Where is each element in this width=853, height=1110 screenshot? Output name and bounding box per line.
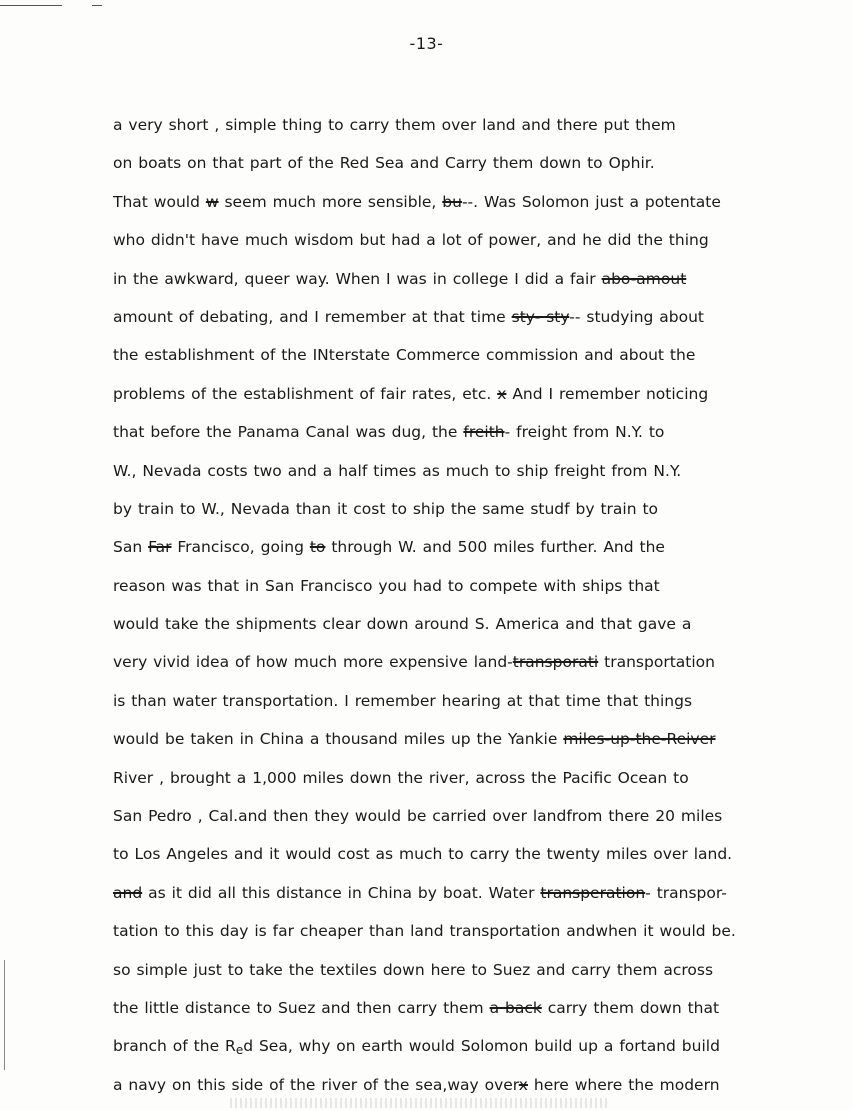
body-text bbox=[113, 110, 813, 1108]
text-run: d Sea, why on earth would Solomon build up a fortand build bbox=[243, 1037, 720, 1056]
struck-text: bu bbox=[442, 192, 462, 211]
text-run: That would bbox=[113, 192, 206, 211]
text-line bbox=[113, 379, 813, 417]
text-line bbox=[113, 1031, 813, 1069]
text-line bbox=[113, 686, 813, 724]
text-run: on boats on that part of the Red Sea and Carry them down to Ophir. bbox=[113, 154, 655, 173]
scan-artifact bbox=[230, 1098, 610, 1108]
text-run: transportation bbox=[598, 653, 715, 672]
text-run: the establishment of the INterstate Commerce commission and about the bbox=[113, 346, 696, 365]
text-line bbox=[113, 763, 813, 801]
text-run: so simple just to take the textiles down here to Suez and carry them across bbox=[113, 960, 714, 979]
text-run: very vivid idea of how much more expensive land- bbox=[113, 653, 513, 672]
text-line bbox=[113, 724, 813, 762]
text-run: here where the modern bbox=[527, 1075, 720, 1094]
struck-text: to bbox=[309, 538, 326, 557]
text-run: San Pedro , Cal.and then they would be carried over landfrom there 20 miles bbox=[113, 807, 723, 826]
struck-text: x bbox=[518, 1075, 528, 1094]
text-run: a navy on this side of the river of the sea,way over bbox=[113, 1075, 519, 1094]
text-line bbox=[113, 916, 813, 954]
struck-text: and bbox=[113, 883, 143, 902]
struck-text: transperation bbox=[540, 883, 646, 902]
text-run: Francisco, going bbox=[171, 538, 310, 557]
text-run: to Los Angeles and it would cost as much to carry the twenty miles over land. bbox=[113, 845, 733, 864]
text-line bbox=[113, 609, 813, 647]
text-line bbox=[113, 264, 813, 302]
text-run: the little distance to Suez and then carry them bbox=[113, 998, 490, 1017]
text-run: carry them down that bbox=[541, 998, 720, 1017]
text-run: as it did all this distance in China by boat. Water bbox=[142, 883, 541, 902]
text-run: seem much more sensible, bbox=[218, 192, 443, 211]
corner-rule bbox=[0, 5, 62, 6]
text-line bbox=[113, 839, 813, 877]
text-line bbox=[113, 187, 813, 225]
text-run: W., Nevada costs two and a half times as much to ship freight from N.Y. bbox=[113, 461, 682, 480]
struck-text: w bbox=[205, 192, 219, 211]
struck-text: a back bbox=[489, 998, 542, 1017]
page-number: -13- bbox=[409, 34, 444, 53]
text-run: problems of the establishment of fair rates, etc. bbox=[113, 384, 498, 403]
text-line bbox=[113, 456, 813, 494]
text-run: -- studying about bbox=[569, 307, 704, 326]
struck-text: sty- sty bbox=[511, 307, 570, 326]
text-line bbox=[113, 110, 813, 148]
text-run: would be taken in China a thousand miles up the Yankie bbox=[113, 730, 564, 749]
text-run: branch of the R bbox=[113, 1037, 236, 1056]
text-run: in the awkward, queer way. When I was in college I did a fair bbox=[113, 269, 602, 288]
text-line bbox=[113, 955, 813, 993]
text-run: through W. and 500 miles further. And the bbox=[325, 538, 665, 557]
subscript-text: e bbox=[235, 1043, 244, 1058]
text-line bbox=[113, 340, 813, 378]
struck-text: freith bbox=[463, 423, 505, 442]
margin-mark bbox=[4, 960, 5, 1070]
text-run: San bbox=[113, 538, 149, 557]
text-run: a very short , simple thing to carry them over land and there put them bbox=[113, 116, 676, 134]
struck-text: abo-amout bbox=[601, 269, 687, 288]
text-line bbox=[113, 878, 813, 916]
text-line bbox=[113, 571, 813, 609]
text-line bbox=[113, 532, 813, 570]
text-run: --. Was Solomon just a potentate bbox=[461, 192, 721, 211]
text-run: by train to W., Nevada than it cost to ship the same studf by train to bbox=[113, 499, 659, 518]
text-line bbox=[113, 302, 813, 340]
text-run: And I remember noticing bbox=[506, 384, 709, 403]
corner-rule bbox=[92, 5, 102, 6]
text-run: - transpor- bbox=[645, 883, 727, 902]
text-run: tation to this day is far cheaper than land transportation andwhen it would be. bbox=[113, 922, 736, 941]
text-line bbox=[113, 225, 813, 263]
text-run: that before the Panama Canal was dug, the bbox=[113, 423, 464, 442]
struck-text: miles-up-the-Reiver bbox=[563, 730, 716, 749]
text-run: would take the shipments clear down around S. America and that gave a bbox=[113, 615, 692, 634]
text-run: - freight from N.Y. to bbox=[504, 423, 665, 442]
text-run: is than water transportation. I remember hearing at that time that things bbox=[113, 691, 693, 710]
text-run: reason was that in San Francisco you had to compete with ships that bbox=[113, 576, 660, 595]
text-line bbox=[113, 148, 813, 186]
struck-text: Far bbox=[148, 538, 172, 557]
text-run: River , brought a 1,000 miles down the river, across the Pacific Ocean to bbox=[113, 768, 689, 787]
text-line bbox=[113, 417, 813, 455]
text-line bbox=[113, 494, 813, 532]
struck-text: x bbox=[497, 384, 507, 403]
struck-text: transporati bbox=[512, 653, 599, 672]
text-line bbox=[113, 801, 813, 839]
text-run: who didn't have much wisdom but had a lot of power, and he did the thing bbox=[113, 231, 709, 250]
text-line bbox=[113, 647, 813, 685]
text-run: amount of debating, and I remember at that time bbox=[113, 307, 512, 326]
text-line bbox=[113, 993, 813, 1031]
